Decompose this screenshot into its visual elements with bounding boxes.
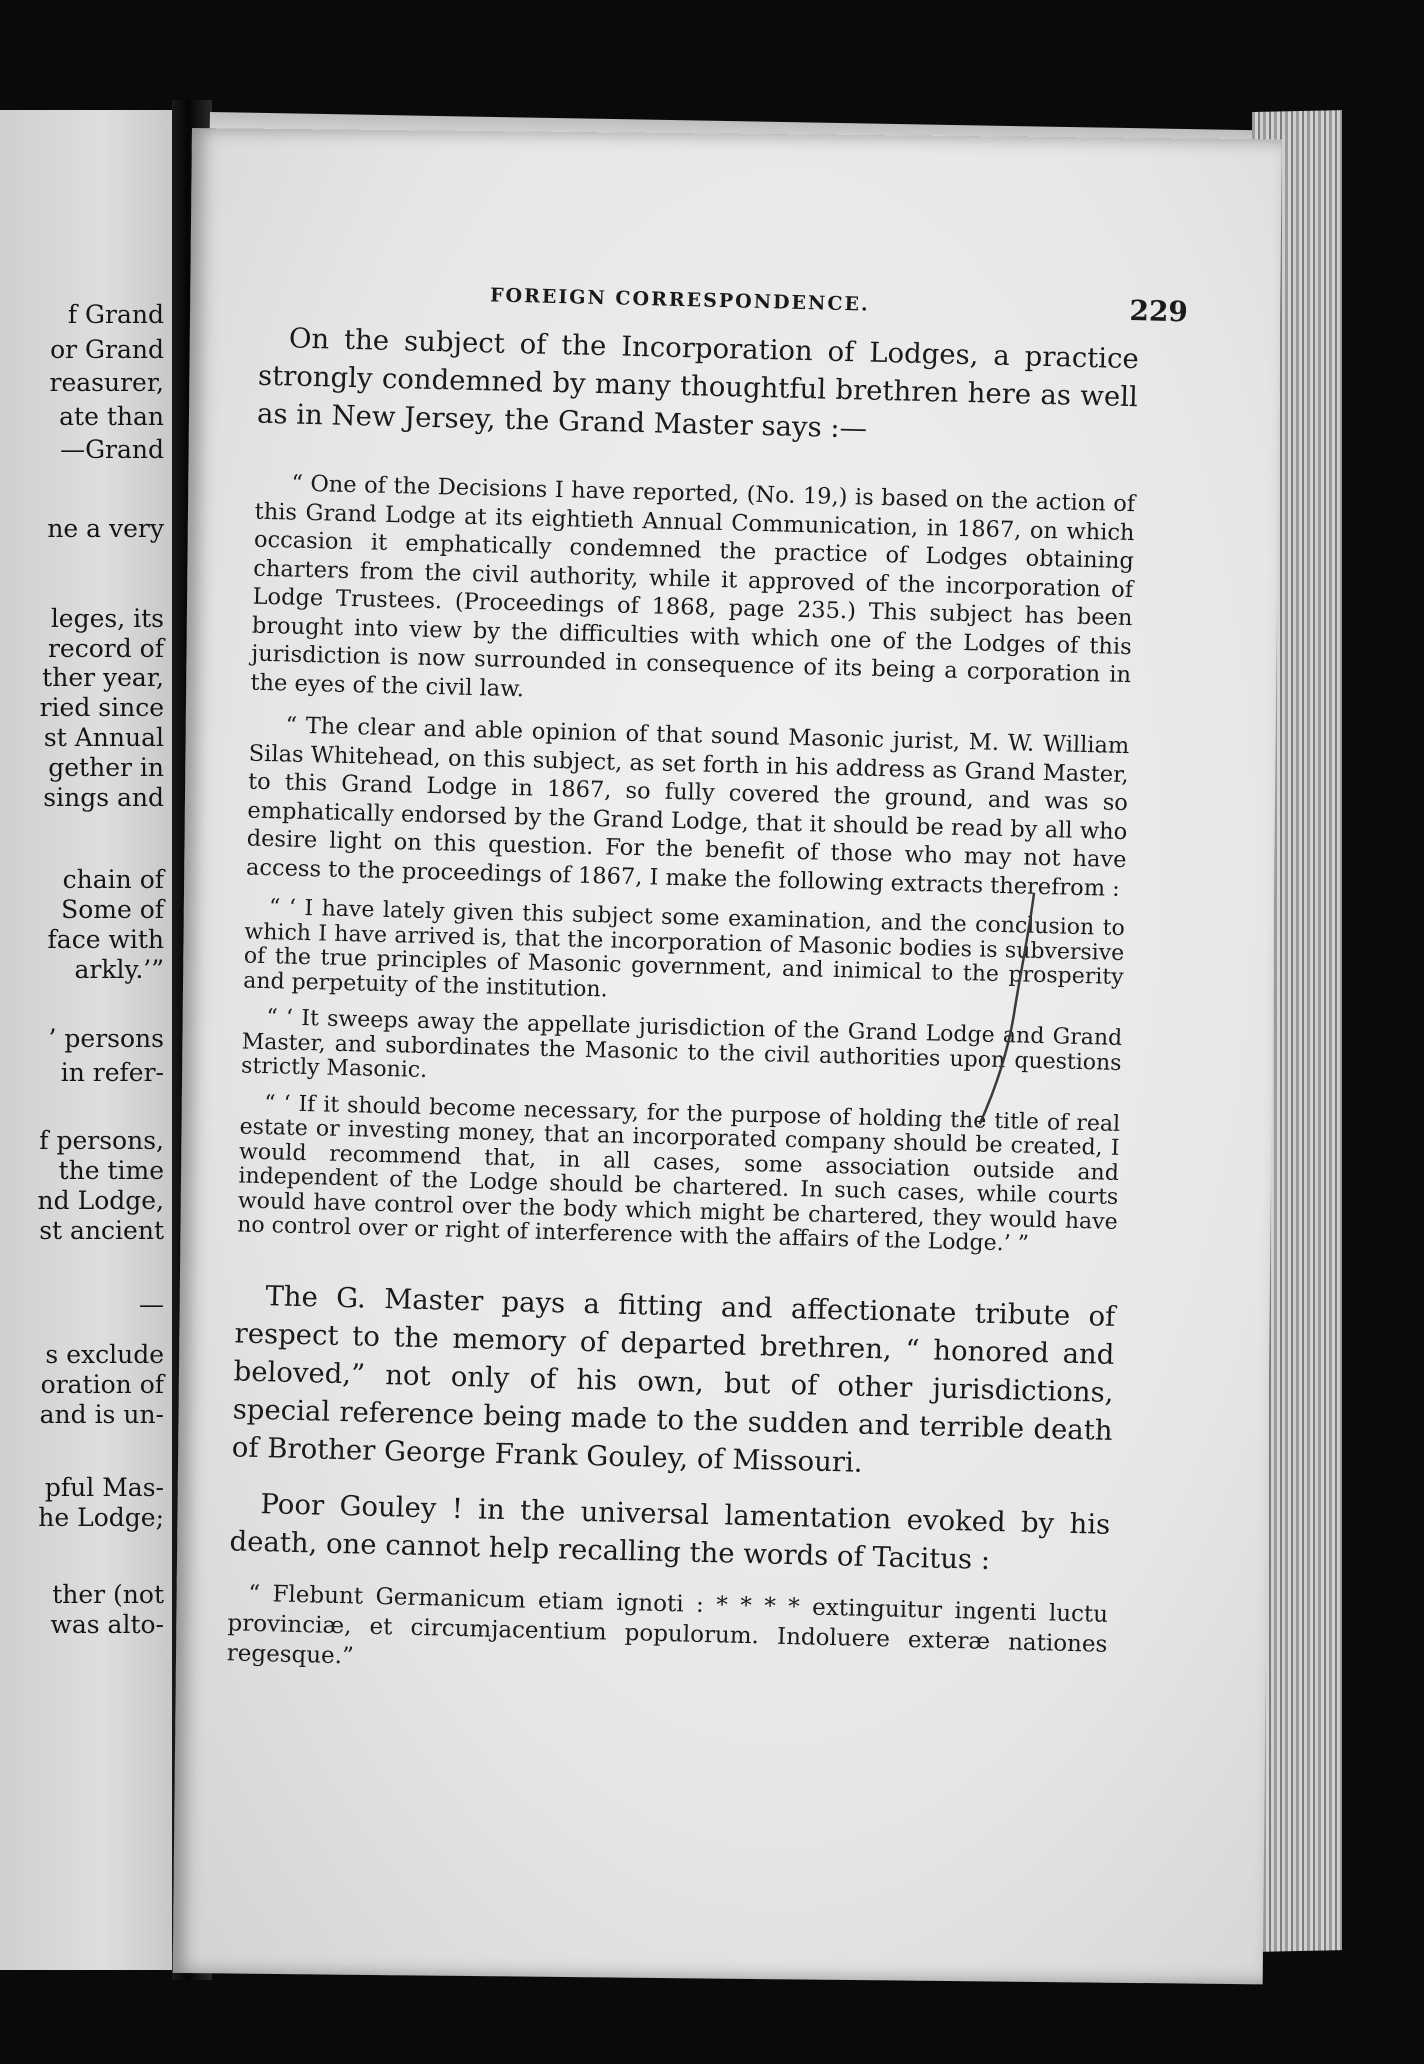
left-page-fragment: in refer- [60, 1058, 164, 1087]
left-page-fragment: ried since [39, 693, 164, 722]
left-page-fragment: —Grand [60, 435, 164, 464]
left-page-fragment: st Annual [43, 723, 164, 752]
left-page-fragment: f Grand [67, 300, 164, 329]
paragraph-incorporation-intro: On the subject of the Incorporation of Lodges, a practice strongly condemned by many thoughtful brethren here as well as in New Jersey, the Grand Master says :— [256, 322, 1140, 445]
quote-whitehead-opinion: “ The clear and able opinion of that sound Masonic jurist, M. W. William Silas Whitehead, on this subject, as set forth in his address as Grand Master, to this Grand Lodge in 1867, so fully covered the ground, and was so emphatically endorsed by the Grand Lodge, that it should be read by all who desire light on this question. For the benefit of those who may not have access to the proceedings of 1867, I make the following extracts therefrom : [245, 712, 1130, 902]
left-page-fragment: or Grand [50, 335, 164, 364]
left-page-fragment: ther year, [42, 663, 164, 692]
left-page-fragment: record of [47, 634, 164, 663]
page-number: 229 [1129, 293, 1189, 329]
pencil-mark [970, 888, 1063, 1129]
left-page-fragment: was alto- [50, 1610, 164, 1639]
left-page-fragment: sings and [43, 783, 164, 812]
left-page-fragment: chain of [62, 865, 164, 894]
left-page-fragment: ther (not [52, 1580, 164, 1609]
left-page-fragment: — [139, 1290, 164, 1319]
quote-tacitus: “ Flebunt Germanicum etiam ignoti : * * * * extinguitur ingenti luctu provinciæ, et circumjacentium populorum. Indoluere exteræ nationes regesque.” [226, 1580, 1109, 1669]
left-page-fragment: pful Mas- [44, 1473, 164, 1502]
inner-quote-appellate: “ ‘ It sweeps away the appellate jurisdiction of the Grand Lodge and Grand Master, and subordinates the Masonic to the civil authorities upon questions strictly Masonic. [240, 1005, 1123, 1084]
running-head-title: FOREIGN CORRESPONDENCE. [489, 284, 870, 316]
left-page-fragment: st ancient [39, 1216, 164, 1245]
left-page-fragment: ne a very [47, 514, 164, 543]
paragraph-poor-gouley: Poor Gouley ! in the universal lamentation evoked by his death, one cannot help recalling the words of Tacitus : [229, 1487, 1111, 1576]
left-page-fragment: ’ persons [48, 1024, 164, 1053]
left-page-fragment: he Lodge; [38, 1503, 164, 1532]
book-page [173, 128, 1282, 1984]
quote-decisions: “ One of the Decisions I have reported, (No. 19,) is based on the action of this Grand Lodge at its eightieth Annual Communication, in 1867, on which occasion it emphatically condemned the practice of Lodges obtaining charters from the civil authority, while it approved of the incorporation of Lodge Trustees. (Proceedings of 1868, page 235.) This subject has been brought into view by the difficulties with which one of the Lodges of this jurisdiction is now surrounded in consequence of its being a corporation in the eyes of the civil law. [250, 470, 1136, 702]
left-page-fragment: oration of [40, 1370, 164, 1399]
inner-quote-examination: “ ‘ I have lately given this subject some examination, and the conclusion to which I have arrived is, that the incorporation of Masonic bodies is subversive of the true principles of Masonic government, and inimical to the prosperity and perpetuity of the institution. [242, 895, 1126, 1002]
left-page-fragment: face with [47, 925, 164, 954]
inner-quote-real-estate: “ ‘ If it should become necessary, for the purpose of holding the title of real estate or investing money, that an incorporated company should be created, I would recommend that, in all cases, some association outside and independent of the Lodge should be chartered. In such cases, while courts would have control over the body which might be chartered, they would have no control over or right of interference with the affairs of the Lodge.’ ” [236, 1090, 1121, 1257]
left-page-fragment: reasurer, [49, 368, 164, 397]
left-page-fragment: and is un- [39, 1400, 164, 1429]
left-page-fragment: ate than [59, 402, 164, 431]
left-page-fragment: arkly.’” [74, 955, 164, 984]
left-page-fragment: nd Lodge, [37, 1186, 164, 1215]
left-page-fragment: leges, its [50, 604, 164, 633]
left-page-fragment: s exclude [45, 1340, 164, 1369]
left-page-fragment: Some of [61, 895, 164, 924]
paragraph-tribute: The G. Master pays a fitting and affectionate tribute of respect to the memory of departed brethren, “ honored and beloved,” not only of his own, but of other jurisdictions, special reference being made to the sudden and terrible death of Brother George Frank Gouley, of Missouri. [231, 1279, 1116, 1479]
left-page-fragment: f persons, [39, 1126, 164, 1155]
left-page-fragment: gether in [48, 753, 164, 782]
left-page-fragment: the time [58, 1156, 164, 1185]
left-facing-page [0, 110, 172, 1970]
